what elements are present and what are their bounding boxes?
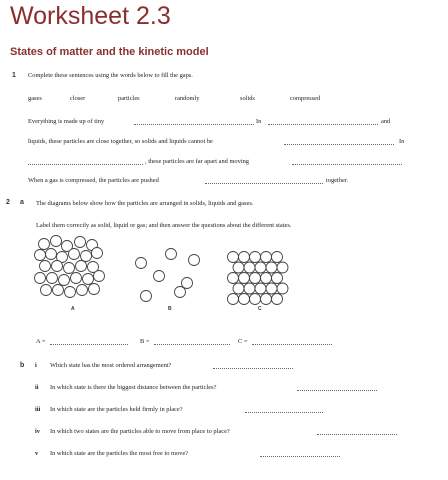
solid-particle xyxy=(272,252,283,263)
answer-field-b-iv[interactable] xyxy=(317,428,397,435)
diagram-label-c: C xyxy=(258,306,262,312)
question-b-v-roman: v xyxy=(35,450,39,457)
liquid-particle xyxy=(76,261,87,272)
solid-particle xyxy=(239,273,250,284)
solid-particle xyxy=(261,294,272,305)
gas-particle xyxy=(141,291,152,302)
solid-particle xyxy=(272,294,283,305)
liquid-particle xyxy=(39,239,50,250)
liquid-particle xyxy=(51,236,62,247)
liquid-particle xyxy=(69,249,80,260)
answer-field-b-iii[interactable] xyxy=(245,406,323,413)
question-2a-text-2: Label them correctly as solid, liquid or gas; and then answer the questions about the different states. xyxy=(36,222,292,229)
liquid-particle xyxy=(89,284,100,295)
answer-field-b-v[interactable] xyxy=(260,450,340,457)
word-compressed: compressed xyxy=(290,95,321,102)
sentence-4-start: When a gas is compressed, the particles are pushed xyxy=(28,177,159,184)
diagram-c-solid xyxy=(228,252,289,305)
question-b-ii-roman: ii xyxy=(35,384,39,391)
solid-particle xyxy=(250,273,261,284)
question-2-part-b: b xyxy=(20,362,25,369)
word-particles: particles xyxy=(118,95,140,102)
liquid-particle xyxy=(81,251,92,262)
solid-particle xyxy=(266,283,277,294)
answer-field-b[interactable] xyxy=(154,338,230,345)
sentence-1-and: and xyxy=(381,118,391,125)
liquid-particle xyxy=(53,285,64,296)
solid-particle xyxy=(228,252,239,263)
solid-particle xyxy=(244,262,255,273)
word-closer: closer xyxy=(70,95,86,102)
diagram-label-a: A xyxy=(71,306,75,312)
solid-particle xyxy=(272,273,283,284)
liquid-particle xyxy=(47,273,58,284)
answer-field-a[interactable] xyxy=(50,338,128,345)
sentence-3: , these particles are far apart and moving xyxy=(145,158,249,165)
sentence-2-in: In xyxy=(399,138,405,145)
question-1-instruction: Complete these sentences using the words below to fill the gaps. xyxy=(28,72,193,79)
question-b-i-text: Which state has the most ordered arrangement? xyxy=(50,362,172,369)
answer-label-b: B = xyxy=(140,338,150,345)
solid-particle xyxy=(255,283,266,294)
liquid-particle xyxy=(35,250,46,261)
solid-particle xyxy=(261,273,272,284)
solid-particle xyxy=(255,262,266,273)
word-solids: solids xyxy=(240,95,255,102)
solid-particle xyxy=(233,262,244,273)
liquid-particle xyxy=(94,271,105,282)
liquid-particle xyxy=(64,263,75,274)
liquid-particle xyxy=(77,285,88,296)
gas-particle xyxy=(175,287,186,298)
gas-particle xyxy=(136,258,147,269)
sentence-1-start: Everything is made up of tiny xyxy=(28,118,105,125)
question-b-ii-text: In which state is there the biggest distance between the particles? xyxy=(50,384,217,391)
solid-particle xyxy=(239,252,250,263)
answer-field-b-i[interactable] xyxy=(213,362,293,369)
liquid-particle xyxy=(65,287,76,298)
solid-particle xyxy=(250,294,261,305)
question-1-number: 1 xyxy=(12,72,16,79)
liquid-particle xyxy=(75,237,86,248)
liquid-particle xyxy=(92,248,103,259)
question-2-number: 2 xyxy=(6,199,10,206)
solid-particle xyxy=(228,273,239,284)
solid-particle xyxy=(244,283,255,294)
liquid-particle xyxy=(71,273,82,284)
solid-particle xyxy=(266,262,277,273)
answer-field-c[interactable] xyxy=(252,338,332,345)
question-2-part-a: a xyxy=(20,199,24,206)
solid-particle xyxy=(277,283,288,294)
word-randomly: randomly xyxy=(175,95,200,102)
question-b-v-text: In which state are the particles the most free to move? xyxy=(50,450,189,457)
liquid-particle xyxy=(46,249,57,260)
question-b-iii-roman: iii xyxy=(35,406,41,413)
question-b-i-roman: i xyxy=(35,362,37,369)
worksheet-subtitle: States of matter and the kinetic model xyxy=(10,46,209,58)
question-b-iii-text: In which state are the particles held firmly in place? xyxy=(50,406,183,413)
liquid-particle xyxy=(35,273,46,284)
liquid-particle xyxy=(83,274,94,285)
question-b-iv-text: In which two states are the particles able to move from place to place? xyxy=(50,428,230,435)
sentence-4-end: together. xyxy=(326,177,349,184)
answer-label-a: A = xyxy=(36,338,46,345)
diagram-b-gas xyxy=(136,249,200,302)
sentence-1-in: In xyxy=(256,118,262,125)
solid-particle xyxy=(233,283,244,294)
question-2a-text: The diagrams below show how the particles are arranged in solids, liquids and gases. xyxy=(36,200,254,207)
word-gases: gases xyxy=(28,95,42,102)
liquid-particle xyxy=(52,261,63,272)
question-b-iv-roman: iv xyxy=(35,428,40,435)
solid-particle xyxy=(239,294,250,305)
gas-particle xyxy=(189,255,200,266)
gas-particle xyxy=(166,249,177,260)
solid-particle xyxy=(250,252,261,263)
solid-particle xyxy=(228,294,239,305)
answer-label-c: C = xyxy=(238,338,248,345)
solid-particle xyxy=(261,252,272,263)
liquid-particle xyxy=(40,261,51,272)
answer-field-b-ii[interactable] xyxy=(297,384,377,391)
solid-particle xyxy=(277,262,288,273)
liquid-particle xyxy=(41,285,52,296)
gas-particle xyxy=(154,271,165,282)
liquid-particle xyxy=(59,275,70,286)
diagram-label-b: B xyxy=(168,306,172,312)
sentence-2-start: liquids, these particles are close together, so solids and liquids cannot be xyxy=(28,138,213,145)
diagram-a-liquid xyxy=(35,236,105,298)
worksheet-title: Worksheet 2.3 xyxy=(10,2,171,30)
gas-particle xyxy=(182,278,193,289)
